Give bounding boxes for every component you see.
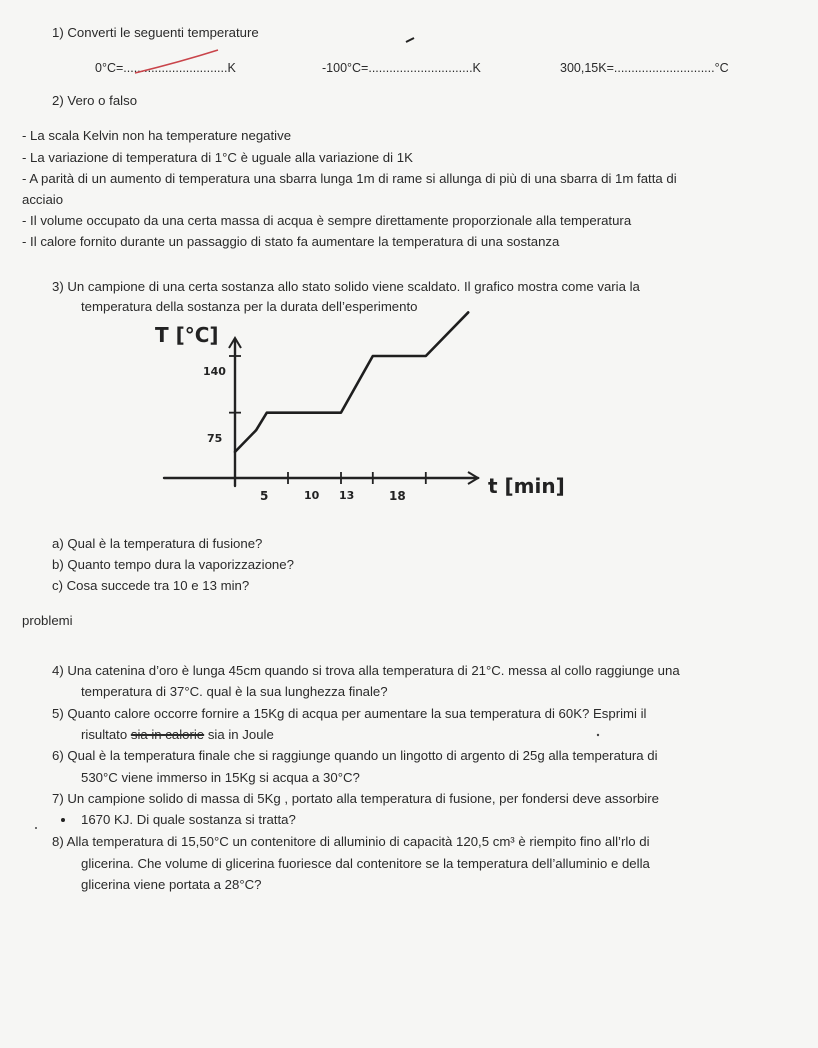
- problem-line-4-pre: risultato: [81, 727, 131, 742]
- pen-dot-3: [35, 827, 37, 829]
- problem-line-2: temperatura di 37°C. qual è la sua lunghezza finale?: [81, 684, 388, 699]
- q1-item-1: [95, 59, 236, 77]
- q1-item-1-label: 0°C=: [95, 61, 124, 75]
- q3-question-c: c) Cosa succede tra 10 e 13 min?: [52, 578, 250, 593]
- chart-x-label: t [min]: [488, 474, 565, 498]
- chart-ticks: [229, 356, 426, 484]
- pen-dot-2: [597, 734, 599, 736]
- problem-line-9: 8) Alla temperatura di 15,50°C un contenitore di alluminio di capacità 120,5 cm³ è riempito fino all’rlo di: [52, 834, 650, 849]
- problems-heading: problemi: [22, 613, 73, 628]
- q1-item-2-unit: K: [472, 61, 481, 75]
- q1-item-3-unit: °C: [714, 61, 729, 75]
- q1-item-1-blank[interactable]: ..............................: [123, 61, 228, 75]
- q2-line-6: - Il calore fornito durante un passaggio di stato fa aumentare la temperatura di una sostanza: [22, 234, 560, 249]
- pen-tick: [406, 38, 414, 42]
- struck-text: sia in calorie: [130, 727, 205, 742]
- problem-line-8: 1670 KJ. Di quale sostanza si tratta?: [81, 812, 296, 827]
- q1-title: 1) Converti le seguenti temperature: [52, 25, 259, 40]
- q3-line-2: temperatura della sostanza per la durata dell’esperimento: [81, 299, 418, 314]
- problem-line-11: glicerina viene portata a 28°C?: [81, 877, 262, 892]
- q1-item-2-blank[interactable]: ..............................: [368, 61, 473, 75]
- pen-dot: [61, 818, 65, 822]
- heating-curve: [235, 312, 468, 451]
- chart-x-tick-10: 10: [304, 489, 320, 502]
- chart-x-tick-13: 13: [339, 489, 355, 502]
- q1-item-3-label: 300,15K=: [560, 61, 614, 75]
- q2-title: 2) Vero o falso: [52, 93, 138, 108]
- chart-x-tick-5: 5: [260, 489, 269, 503]
- problem-line-4-post: sia in Joule: [204, 727, 274, 742]
- q2-line-5: - Il volume occupato da una certa massa di acqua è sempre direttamente proporzionale alla temperatura: [22, 213, 632, 228]
- chart-x-tick-18: 18: [389, 489, 406, 503]
- problem-line-6: 530°C viene immerso in 15Kg si acqua a 30°C?: [81, 770, 360, 785]
- problem-line-10: glicerina. Che volume di glicerina fuoriesce dal contenitore se la temperatura dell’alluminio e della: [81, 856, 650, 871]
- q3-question-b: b) Quanto tempo dura la vaporizzazione?: [52, 557, 294, 572]
- q2-line-2: - La variazione di temperatura di 1°C è uguale alla variazione di 1K: [22, 150, 413, 165]
- chart-y-tick-75: 75: [207, 432, 223, 445]
- chart-line: [235, 312, 468, 451]
- chart-y-label: T [°C]: [155, 323, 219, 347]
- q2-line-4: acciaio: [22, 192, 64, 207]
- q2-line-1: - La scala Kelvin non ha temperature negative: [22, 128, 292, 143]
- problem-line-5: 6) Qual è la temperatura finale che si raggiunge quando un lingotto di argento di 25g alla temperatura di: [52, 748, 658, 763]
- problem-line-1: 4) Una catenina d’oro è lunga 45cm quando si trova alla temperatura di 21°C. messa al collo raggiunge una: [52, 663, 680, 678]
- chart-y-tick-140: 140: [203, 365, 226, 378]
- q1-item-3: [560, 59, 729, 77]
- q1-item-2-label: -100°C=: [322, 61, 369, 75]
- q3-line-1: 3) Un campione di una certa sostanza allo stato solido viene scaldato. Il grafico mostra come varia la: [52, 279, 640, 294]
- q1-item-3-blank[interactable]: .............................: [613, 61, 715, 75]
- q3-question-a: a) Qual è la temperatura di fusione?: [52, 536, 263, 551]
- problem-line-4: [81, 726, 274, 744]
- problem-line-7: 7) Un campione solido di massa di 5Kg , portato alla temperatura di fusione, per fondersi deve assorbire: [52, 791, 659, 806]
- q2-line-3: - A parità di un aumento di temperatura una sbarra lunga 1m di rame si allunga di più di una sbarra di 1m fatta di: [22, 171, 677, 186]
- q1-item-1-unit: K: [227, 61, 236, 75]
- q1-item-2: [322, 59, 481, 77]
- problem-line-3: 5) Quanto calore occorre fornire a 15Kg di acqua per aumentare la sua temperatura di 60K? Esprimi il: [52, 706, 647, 721]
